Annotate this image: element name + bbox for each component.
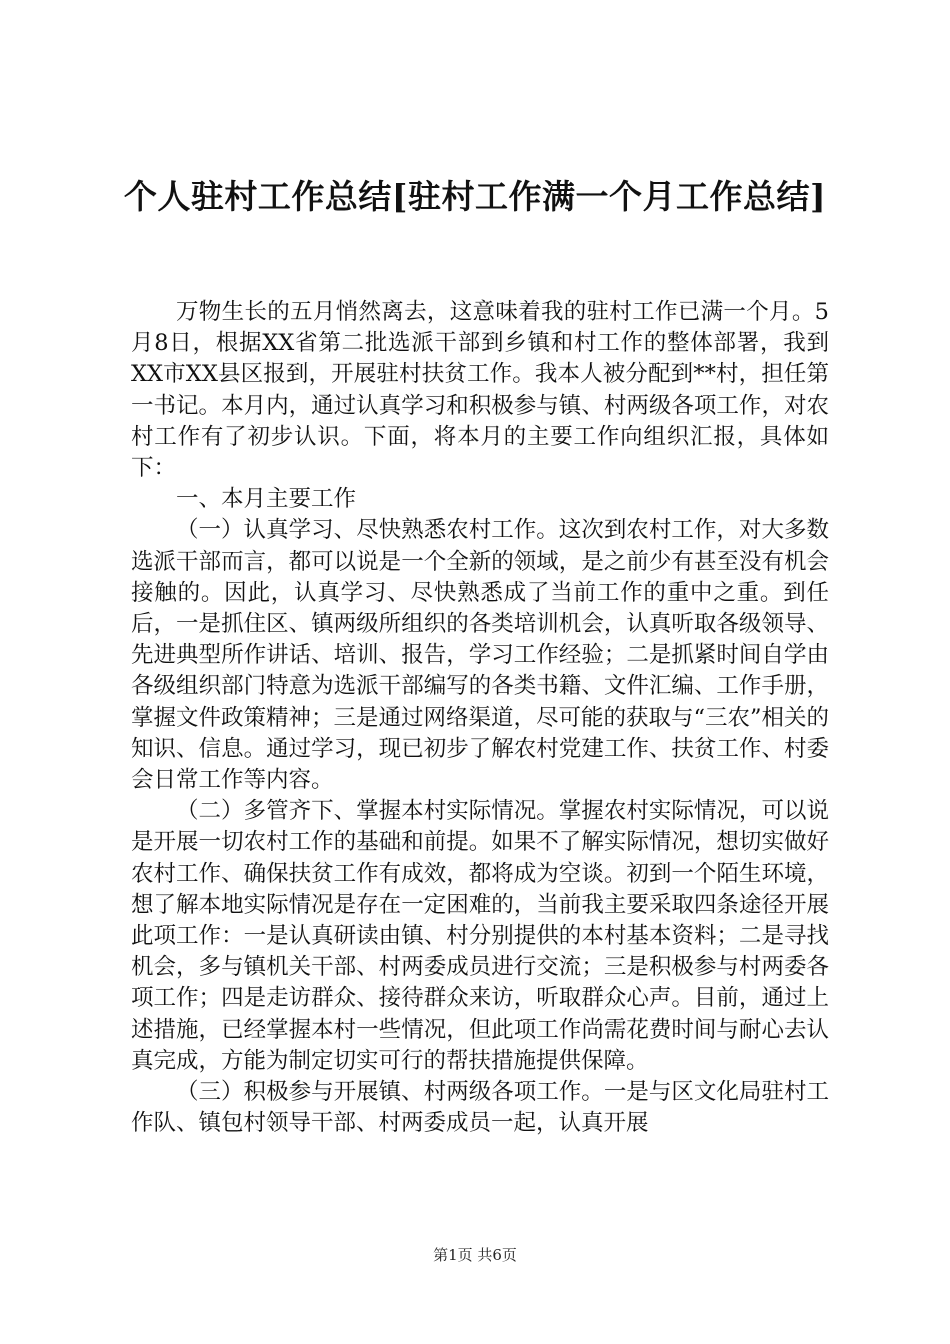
paragraph-participation: （三）积极参与开展镇、村两级各项工作。一是与区文化局驻村工作队、镇包村领导干部、村两委成员一起，认真开展 bbox=[131, 1079, 829, 1137]
document-title: 个人驻村工作总结[驻村工作满一个月工作总结] bbox=[123, 177, 827, 216]
page-number-footer: 第1页 共6页 bbox=[433, 1246, 517, 1264]
paragraph-village-situation: （二）多管齐下、掌握本村实际情况。掌握农村实际情况，可以说是开展一切农村工作的基础和前提。如果不了解实际情况，想切实做好农村工作、确保扶贫工作有成效，都将成为空谈。初到一个陌生环境，想了解本地实际情况是存在一定困难的，当前我主要采取四条途径开展此项工作：一是认真研读由镇、村分别提供的本村基本资料；二是寻找机会，多与镇机关干部、村两委成员进行交流；三是积极参与村两委各项工作；四是走访群众、接待群众来访，听取群众心声。目前，通过上述措施，已经掌握本村一些情况，但此项工作尚需花费时间与耐心去认真完成，方能为制定切实可行的帮扶措施提供保障。 bbox=[131, 798, 829, 1074]
paragraph-intro: 万物生长的五月悄然离去，这意味着我的驻村工作已满一个月。5月8日，根据XX省第二批选派干部到乡镇和村工作的整体部署，我到XX市XX县区报到，开展驻村扶贫工作。我本人被分配到**村，担任第一书记。本月内，通过认真学习和积极参与镇、村两级各项工作，对农村工作有了初步认识。下面，将本月的主要工作向组织汇报，具体如下： bbox=[131, 299, 829, 482]
paragraph-study: （一）认真学习、尽快熟悉农村工作。这次到农村工作，对大多数选派干部而言，都可以说是一个全新的领域，是之前少有甚至没有机会接触的。因此，认真学习、尽快熟悉成了当前工作的重中之重。到任后，一是抓住区、镇两级所组织的各类培训机会，认真听取各级领导、先进典型所作讲话、培训、报告，学习工作经验；二是抓紧时间自学由各级组织部门特意为选派干部编写的各类书籍、文件汇编、工作手册，掌握文件政策精神；三是通过网络渠道，尽可能的获取与“三农”相关的知识、信息。通过学习，现已初步了解农村党建工作、扶贫工作、村委会日常工作等内容。 bbox=[131, 517, 830, 794]
document-body bbox=[131, 297, 829, 1139]
section-heading: 一、本月主要工作 bbox=[176, 486, 357, 513]
